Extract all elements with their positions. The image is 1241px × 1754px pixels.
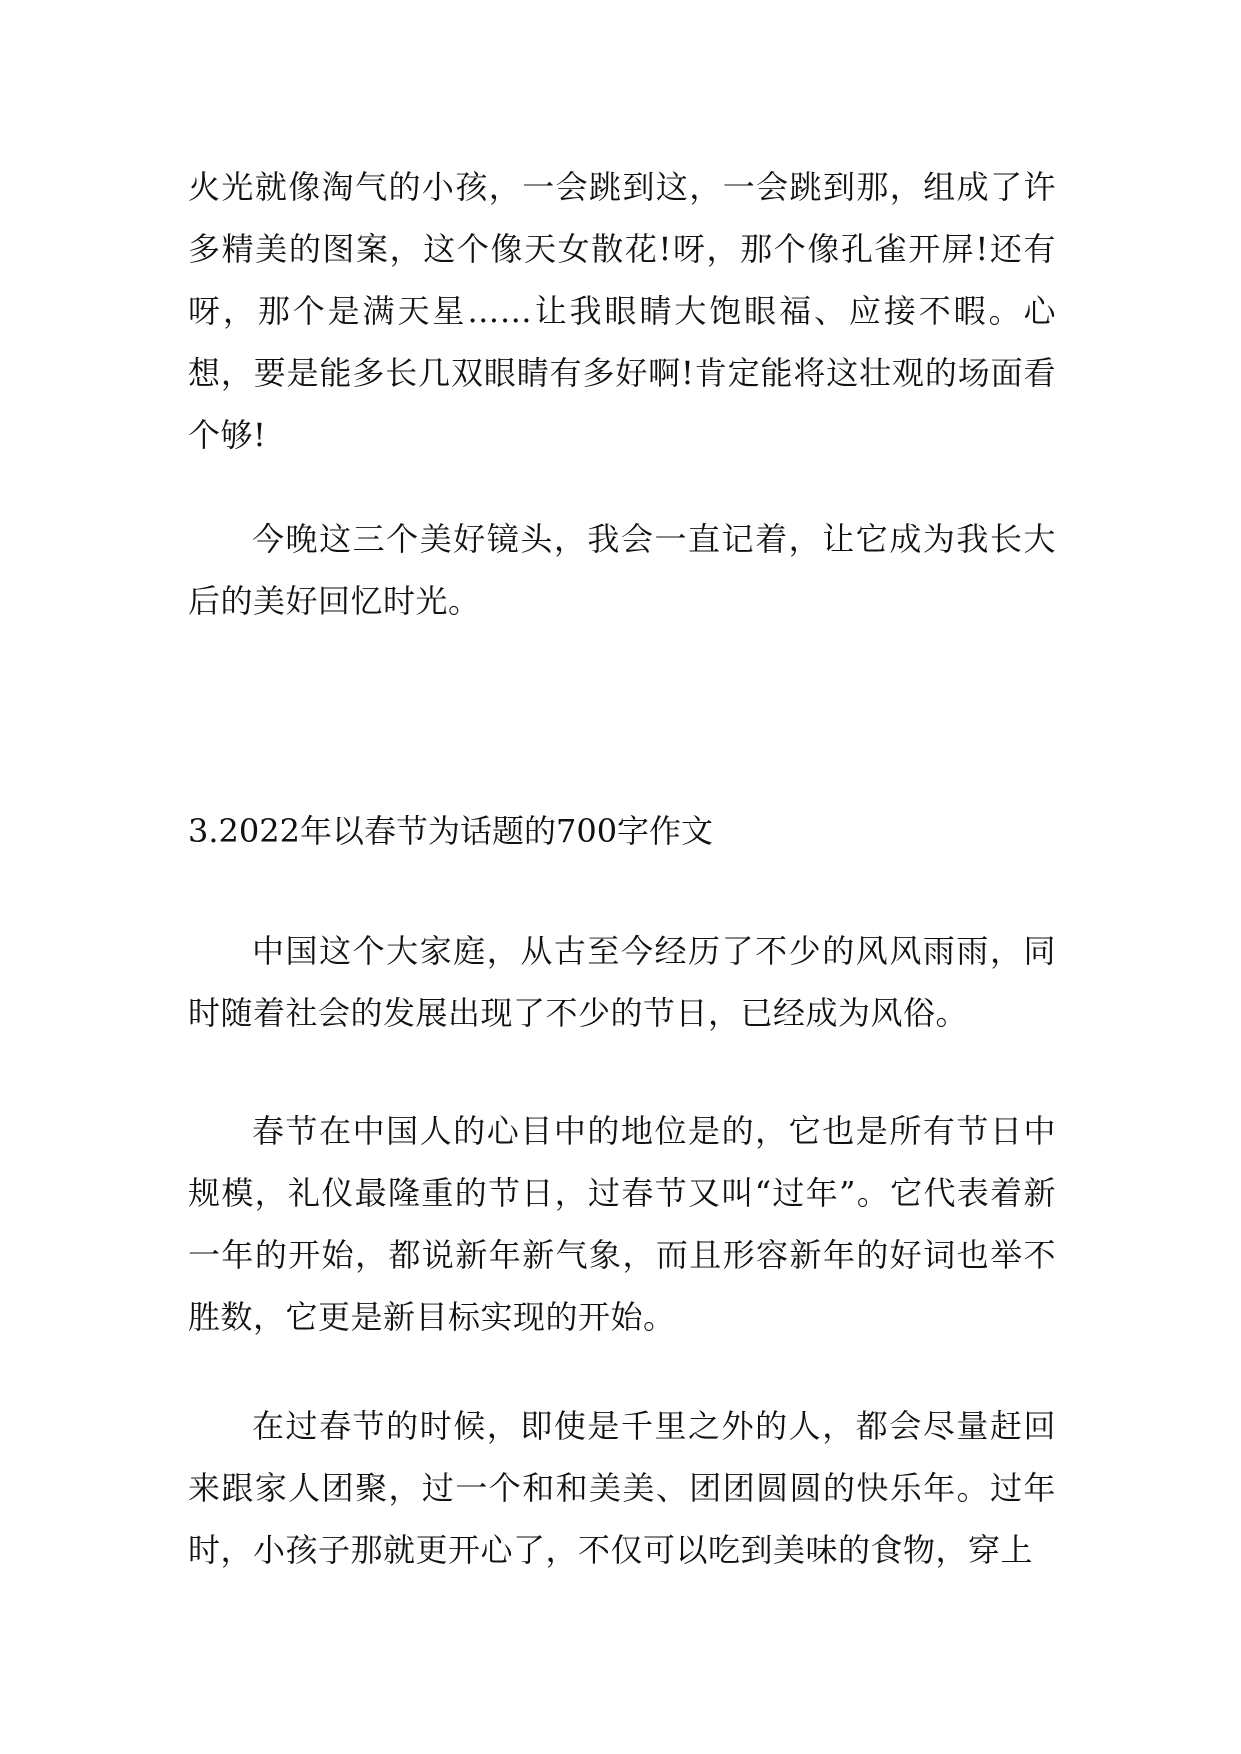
paragraph-closing: 今晚这三个美好镜头，我会一直记着，让它成为我长大后的美好回忆时光。: [188, 520, 1056, 620]
section-heading: 3.2022年以春节为话题的700字作文: [188, 812, 714, 850]
paragraph-reunion: 在过春节的时候，即使是千里之外的人，都会尽量赶回来跟家人团聚，过一个和和美美、团团圆圆的快乐年。过年时，小孩子那就更开心了，不仅可以吃到美味的食物，穿上: [188, 1407, 1056, 1569]
paragraph-spring-festival-status: 春节在中国人的心目中的地位是的，它也是所有节日中规模，礼仪最隆重的节日，过春节又叫“过年”。它代表着新一年的开始，都说新年新气象，而且形容新年的好词也举不胜数，它更是新目标实现的开始。: [188, 1112, 1056, 1336]
paragraph-intro: 中国这个大家庭，从古至今经历了不少的风风雨雨，同时随着社会的发展出现了不少的节日，已经成为风俗。: [188, 932, 1056, 1032]
paragraph-fireworks-continued: 火光就像淘气的小孩，一会跳到这，一会跳到那，组成了许多精美的图案，这个像天女散花!呀，那个像孔雀开屏!还有呀，那个是满天星……让我眼睛大饱眼福、应接不暇。心想，要是能多长几双眼睛有多好啊!肯定能将这壮观的场面看个够!: [188, 168, 1056, 454]
